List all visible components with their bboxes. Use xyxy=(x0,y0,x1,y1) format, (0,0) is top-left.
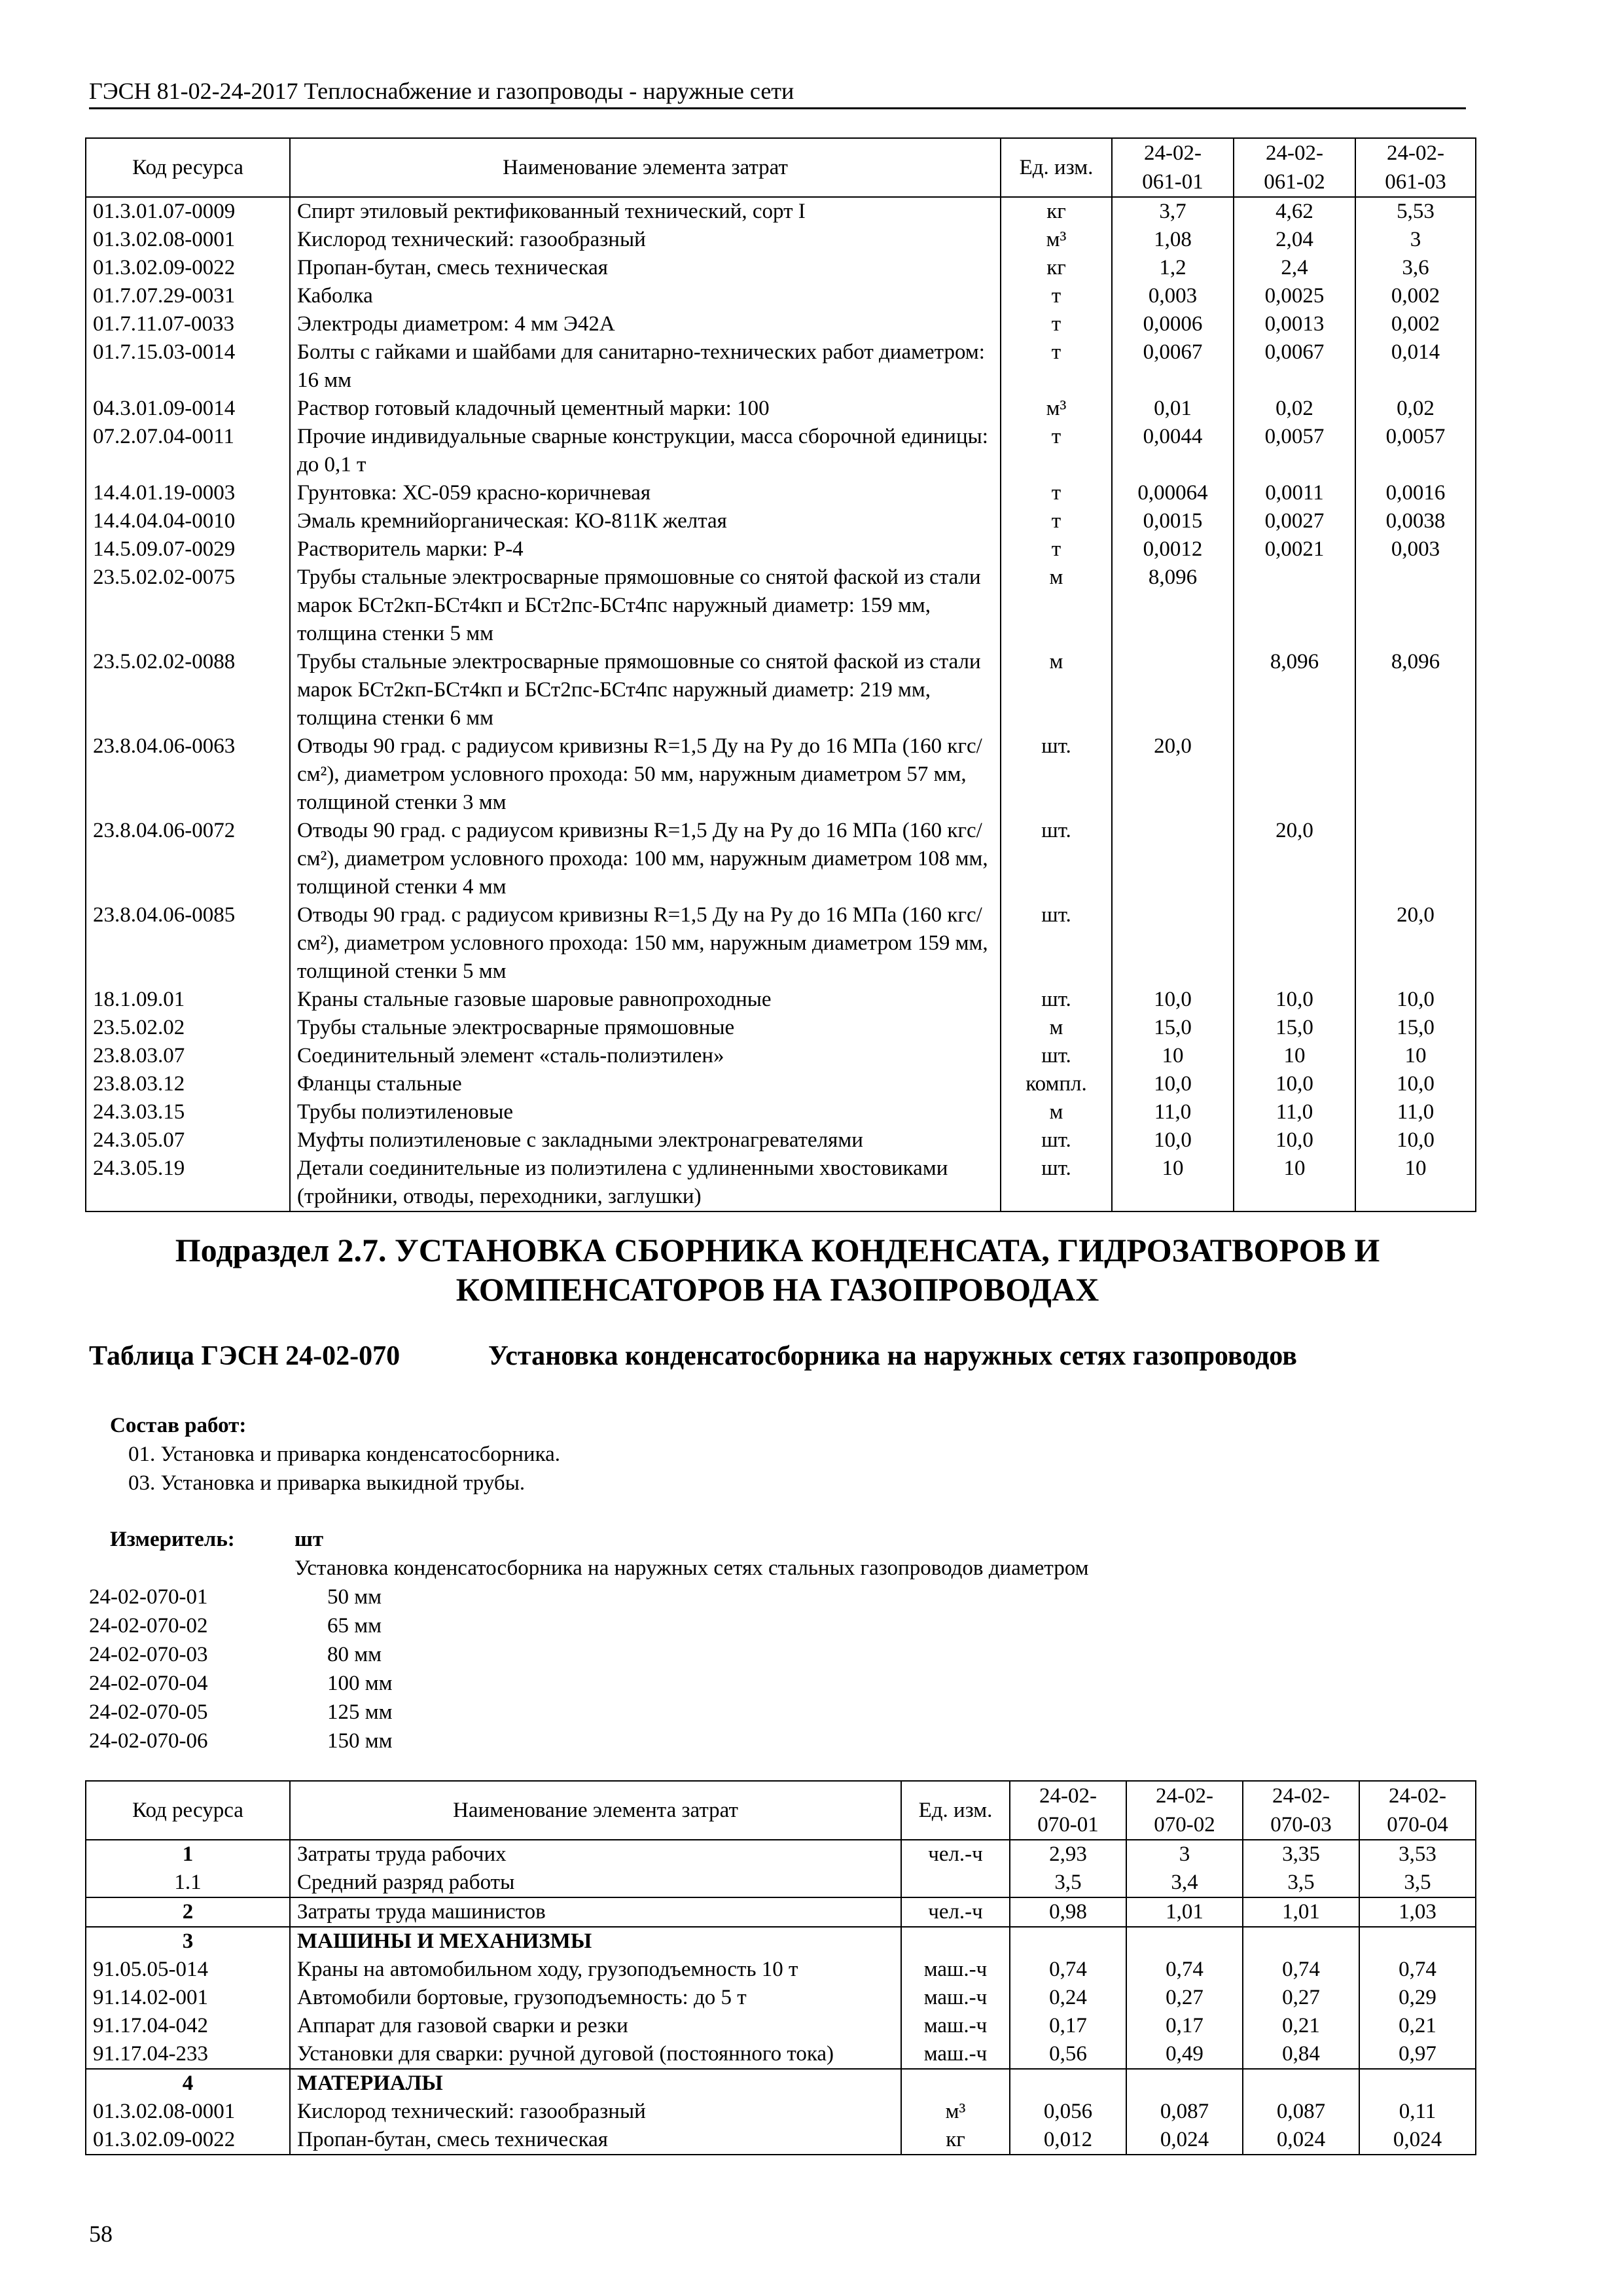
unit-cell: м³ xyxy=(901,2098,1010,2126)
cost-element-cell: Автомобили бортовые, грузоподъемность: до 5 т xyxy=(290,1984,901,2012)
column-header: Ед. изм. xyxy=(901,1781,1010,1840)
value-cell xyxy=(1355,564,1476,648)
table-row xyxy=(86,564,1476,648)
resource-code-cell: 23.5.02.02-0075 xyxy=(86,564,290,648)
value-cell: 15,0 xyxy=(1112,1014,1234,1042)
cost-element-cell: Трубы стальные электросварные прямошовные со снятой фаской из стали марок БСт2кп-БСт4кп и БСт2пс-БСт4пс наружный диаметр: 159 мм, толщина стенки 5 мм xyxy=(290,564,1001,648)
resource-code-cell: 3 xyxy=(86,1927,290,1956)
value-cell: 0,087 xyxy=(1126,2098,1243,2126)
table-row xyxy=(86,254,1476,282)
value-cell: 10 xyxy=(1234,1155,1355,1211)
value-cell: 0,003 xyxy=(1112,282,1234,310)
resource-code-cell: 23.8.04.06-0072 xyxy=(86,817,290,901)
resource-code-cell: 23.8.04.06-0085 xyxy=(86,901,290,986)
value-cell: 11,0 xyxy=(1234,1098,1355,1126)
resource-code-cell: 1.1 xyxy=(86,1869,290,1897)
value-cell xyxy=(1112,901,1234,986)
value-cell: 0,49 xyxy=(1126,2040,1243,2069)
table-row xyxy=(86,1927,1476,1956)
unit-cell xyxy=(901,2069,1010,2098)
column-header: Код ресурса xyxy=(86,138,290,197)
page-number: 58 xyxy=(89,2221,113,2247)
cost-element-cell: Спирт этиловый ректификованный технический, сорт I xyxy=(290,197,1001,226)
unit-cell: кг xyxy=(1001,197,1112,226)
value-cell: 2,4 xyxy=(1234,254,1355,282)
value-cell: 0,21 xyxy=(1243,2012,1359,2040)
value-cell: 10,0 xyxy=(1355,986,1476,1014)
value-cell: 0,0012 xyxy=(1112,535,1234,564)
column-header: 24-02- 070-04 xyxy=(1359,1781,1476,1840)
cost-element-cell: Краны на автомобильном ходу, грузоподъемность 10 т xyxy=(290,1956,901,1984)
cost-element-cell: Трубы стальные электросварные прямошовные со снятой фаской из стали марок БСт2кп-БСт4кп и БСт2пс-БСт4пс наружный диаметр: 219 мм, толщина стенки 6 мм xyxy=(290,648,1001,732)
unit-cell xyxy=(901,1927,1010,1956)
value-cell: 0,84 xyxy=(1243,2040,1359,2069)
table-row xyxy=(86,1984,1476,2012)
resource-code-cell: 01.3.02.08-0001 xyxy=(86,2098,290,2126)
unit-cell: компл. xyxy=(1001,1070,1112,1098)
subsection-title: Подраздел 2.7. УСТАНОВКА СБОРНИКА КОНДЕНСАТА, ГИДРОЗАТВОРОВ И КОМПЕНСАТОРОВ НА ГАЗОПРОВОДАХ xyxy=(175,1232,1380,1308)
value-cell: 10,0 xyxy=(1112,986,1234,1014)
unit-cell: шт. xyxy=(1001,732,1112,817)
resource-code-cell: 1 xyxy=(86,1840,290,1869)
resource-code-cell: 91.17.04-042 xyxy=(86,2012,290,2040)
value-cell: 0,002 xyxy=(1355,282,1476,310)
value-cell: 0,24 xyxy=(1010,1984,1126,2012)
unit-cell: маш.-ч xyxy=(901,1956,1010,1984)
value-cell: 0,0038 xyxy=(1355,507,1476,535)
value-cell: 0,012 xyxy=(1010,2126,1126,2155)
value-cell: 0,02 xyxy=(1355,395,1476,423)
value-cell: 0,0016 xyxy=(1355,479,1476,507)
value-cell: 0,0011 xyxy=(1234,479,1355,507)
resource-code-cell: 23.8.03.07 xyxy=(86,1042,290,1070)
table-row xyxy=(86,282,1476,310)
value-cell xyxy=(1112,817,1234,901)
table-row xyxy=(86,310,1476,338)
value-cell: 0,00064 xyxy=(1112,479,1234,507)
value-cell: 3,53 xyxy=(1359,1840,1476,1869)
cost-element-cell: Болты с гайками и шайбами для санитарно-технических работ диаметром: 16 мм xyxy=(290,338,1001,395)
value-cell: 0,27 xyxy=(1126,1984,1243,2012)
value-cell: 10,0 xyxy=(1234,1070,1355,1098)
table-row xyxy=(86,2069,1476,2098)
table-row xyxy=(86,535,1476,564)
value-cell: 0,024 xyxy=(1126,2126,1243,2155)
resource-code-cell: 2 xyxy=(86,1897,290,1927)
table-row xyxy=(86,2040,1476,2069)
value-cell: 0,003 xyxy=(1355,535,1476,564)
table-header-row xyxy=(86,1781,1476,1840)
value-cell: 10 xyxy=(1355,1042,1476,1070)
value-cell: 3,35 xyxy=(1243,1840,1359,1869)
resource-code-cell: 23.5.02.02-0088 xyxy=(86,648,290,732)
resource-table-061 xyxy=(85,137,1476,1212)
table-row xyxy=(86,1869,1476,1897)
value-cell: 0,29 xyxy=(1359,1984,1476,2012)
value-cell: 0,0057 xyxy=(1234,423,1355,479)
cost-element-cell: МАТЕРИАЛЫ xyxy=(290,2069,901,2098)
value-cell: 3 xyxy=(1126,1840,1243,1869)
value-cell: 0,0006 xyxy=(1112,310,1234,338)
value-cell: 5,53 xyxy=(1355,197,1476,226)
value-cell: 0,0025 xyxy=(1234,282,1355,310)
cost-element-cell: Пропан-бутан, смесь техническая xyxy=(290,254,1001,282)
value-cell: 20,0 xyxy=(1112,732,1234,817)
subitem-diameter: 100 мм xyxy=(327,1672,393,1695)
unit-cell: м xyxy=(1001,1098,1112,1126)
value-cell: 3,6 xyxy=(1355,254,1476,282)
value-cell xyxy=(1126,2069,1243,2098)
value-cell: 3,4 xyxy=(1126,1869,1243,1897)
unit-cell: шт. xyxy=(1001,1155,1112,1211)
value-cell: 0,024 xyxy=(1359,2126,1476,2155)
unit-cell: т xyxy=(1001,479,1112,507)
subitem-diameter: 150 мм xyxy=(327,1729,393,1753)
value-cell: 2,04 xyxy=(1234,226,1355,254)
cost-element-cell: Затраты труда рабочих xyxy=(290,1840,901,1869)
value-cell: 1,03 xyxy=(1359,1897,1476,1927)
column-header: 24-02- 061-03 xyxy=(1355,138,1476,197)
column-header: Наименование элемента затрат xyxy=(290,1781,901,1840)
value-cell: 10,0 xyxy=(1234,1126,1355,1155)
value-cell: 0,056 xyxy=(1010,2098,1126,2126)
value-cell: 0,0067 xyxy=(1112,338,1234,395)
value-cell: 1,2 xyxy=(1112,254,1234,282)
composition-item: 01. Установка и приварка конденсатосборника. xyxy=(128,1443,560,1466)
unit-cell: кг xyxy=(1001,254,1112,282)
subitem-code: 24-02-070-04 xyxy=(89,1672,208,1695)
value-cell: 0,014 xyxy=(1355,338,1476,395)
resource-code-cell: 24.3.05.07 xyxy=(86,1126,290,1155)
value-cell: 8,096 xyxy=(1234,648,1355,732)
value-cell: 0,0015 xyxy=(1112,507,1234,535)
cost-element-cell: Каболка xyxy=(290,282,1001,310)
subitem-diameter: 125 мм xyxy=(327,1700,393,1724)
cost-element-cell: Электроды диаметром: 4 мм Э42А xyxy=(290,310,1001,338)
subitem-diameter: 80 мм xyxy=(327,1643,382,1666)
value-cell: 0,98 xyxy=(1010,1897,1126,1927)
value-cell: 0,002 xyxy=(1355,310,1476,338)
cost-element-cell: Затраты труда машинистов xyxy=(290,1897,901,1927)
resource-code-cell: 91.14.02-001 xyxy=(86,1984,290,2012)
cost-element-cell: Раствор готовый кладочный цементный марки: 100 xyxy=(290,395,1001,423)
unit-cell: кг xyxy=(901,2126,1010,2155)
value-cell: 8,096 xyxy=(1112,564,1234,648)
value-cell: 0,97 xyxy=(1359,2040,1476,2069)
cost-element-cell: МАШИНЫ И МЕХАНИЗМЫ xyxy=(290,1927,901,1956)
resource-code-cell: 07.2.07.04-0011 xyxy=(86,423,290,479)
value-cell: 3,7 xyxy=(1112,197,1234,226)
unit-cell: т xyxy=(1001,310,1112,338)
cost-element-cell: Соединительный элемент «сталь-полиэтилен» xyxy=(290,1042,1001,1070)
table-row xyxy=(86,648,1476,732)
column-header: Код ресурса xyxy=(86,1781,290,1840)
table-row xyxy=(86,423,1476,479)
table-row xyxy=(86,1155,1476,1211)
cost-element-cell: Трубы полиэтиленовые xyxy=(290,1098,1001,1126)
resource-table-070 xyxy=(85,1780,1476,2155)
value-cell: 0,11 xyxy=(1359,2098,1476,2126)
value-cell: 20,0 xyxy=(1355,901,1476,986)
table-row xyxy=(86,479,1476,507)
unit-cell: м xyxy=(1001,648,1112,732)
column-header: Наименование элемента затрат xyxy=(290,138,1001,197)
table-row xyxy=(86,226,1476,254)
unit-cell: т xyxy=(1001,535,1112,564)
value-cell xyxy=(1010,2069,1126,2098)
resource-code-cell: 01.3.02.09-0022 xyxy=(86,254,290,282)
value-cell xyxy=(1355,817,1476,901)
value-cell xyxy=(1126,1927,1243,1956)
resource-code-cell: 4 xyxy=(86,2069,290,2098)
value-cell: 10,0 xyxy=(1234,986,1355,1014)
table-row xyxy=(86,1126,1476,1155)
value-cell: 0,17 xyxy=(1010,2012,1126,2040)
value-cell xyxy=(1243,2069,1359,2098)
column-header: 24-02- 061-01 xyxy=(1112,138,1234,197)
measure-unit: шт xyxy=(294,1528,324,1551)
resource-code-cell: 01.7.11.07-0033 xyxy=(86,310,290,338)
value-cell: 3,5 xyxy=(1243,1869,1359,1897)
value-cell: 0,17 xyxy=(1126,2012,1243,2040)
measure-description: Установка конденсатосборника на наружных сетях стальных газопроводов диаметром xyxy=(294,1556,1089,1580)
value-cell xyxy=(1243,1927,1359,1956)
table-row xyxy=(86,395,1476,423)
column-header: 24-02- 061-02 xyxy=(1234,138,1355,197)
composition-heading: Состав работ: xyxy=(110,1414,247,1437)
resource-code-cell: 01.7.15.03-0014 xyxy=(86,338,290,395)
table-row xyxy=(86,1014,1476,1042)
value-cell: 0,74 xyxy=(1359,1956,1476,1984)
resource-code-cell: 23.8.04.06-0063 xyxy=(86,732,290,817)
value-cell: 0,21 xyxy=(1359,2012,1476,2040)
resource-code-cell: 01.3.02.08-0001 xyxy=(86,226,290,254)
value-cell xyxy=(1234,732,1355,817)
value-cell xyxy=(1359,2069,1476,2098)
cost-element-cell: Краны стальные газовые шаровые равнопроходные xyxy=(290,986,1001,1014)
cost-element-cell: Кислород технический: газообразный xyxy=(290,226,1001,254)
resource-code-cell: 01.7.07.29-0031 xyxy=(86,282,290,310)
column-header: 24-02- 070-02 xyxy=(1126,1781,1243,1840)
subitem-code: 24-02-070-01 xyxy=(89,1585,208,1609)
cost-element-cell: Пропан-бутан, смесь техническая xyxy=(290,2126,901,2155)
value-cell: 0,024 xyxy=(1243,2126,1359,2155)
cost-element-cell: Средний разряд работы xyxy=(290,1869,901,1897)
cost-element-cell: Растворитель марки: Р-4 xyxy=(290,535,1001,564)
value-cell xyxy=(1234,901,1355,986)
unit-cell: м xyxy=(1001,1014,1112,1042)
value-cell: 0,27 xyxy=(1243,1984,1359,2012)
cost-element-cell: Муфты полиэтиленовые с закладными электронагревателями xyxy=(290,1126,1001,1155)
resource-code-cell: 18.1.09.01 xyxy=(86,986,290,1014)
value-cell: 0,0057 xyxy=(1355,423,1476,479)
unit-cell: м³ xyxy=(1001,395,1112,423)
value-cell: 0,0013 xyxy=(1234,310,1355,338)
unit-cell: шт. xyxy=(1001,817,1112,901)
table-row xyxy=(86,2126,1476,2155)
value-cell xyxy=(1359,1927,1476,1956)
value-cell xyxy=(1010,1927,1126,1956)
value-cell: 15,0 xyxy=(1355,1014,1476,1042)
value-cell xyxy=(1234,564,1355,648)
cost-element-cell: Отводы 90 град. с радиусом кривизны R=1,5 Ду на Ру до 16 МПа (160 кгс/см²), диаметром условного прохода: 150 мм, наружным диаметром 159 мм, толщиной стенки 5 мм xyxy=(290,901,1001,986)
value-cell: 0,74 xyxy=(1126,1956,1243,1984)
table-row xyxy=(86,1840,1476,1869)
unit-cell: шт. xyxy=(1001,901,1112,986)
resource-code-cell: 14.4.01.19-0003 xyxy=(86,479,290,507)
value-cell: 3 xyxy=(1355,226,1476,254)
cost-element-cell: Отводы 90 град. с радиусом кривизны R=1,5 Ду на Ру до 16 МПа (160 кгс/см²), диаметром условного прохода: 100 мм, наружным диаметром 108 мм, толщиной стенки 4 мм xyxy=(290,817,1001,901)
value-cell: 10,0 xyxy=(1112,1126,1234,1155)
value-cell: 10 xyxy=(1355,1155,1476,1211)
table-row xyxy=(86,338,1476,395)
table-header-row xyxy=(86,138,1476,197)
value-cell: 0,0027 xyxy=(1234,507,1355,535)
value-cell: 15,0 xyxy=(1234,1014,1355,1042)
value-cell: 3,5 xyxy=(1359,1869,1476,1897)
value-cell: 1,01 xyxy=(1243,1897,1359,1927)
cost-element-cell: Аппарат для газовой сварки и резки xyxy=(290,2012,901,2040)
value-cell: 2,93 xyxy=(1010,1840,1126,1869)
table-row xyxy=(86,197,1476,226)
resource-code-cell: 04.3.01.09-0014 xyxy=(86,395,290,423)
value-cell: 0,74 xyxy=(1010,1956,1126,1984)
value-cell: 10,0 xyxy=(1355,1126,1476,1155)
column-header: 24-02- 070-03 xyxy=(1243,1781,1359,1840)
value-cell: 10 xyxy=(1112,1042,1234,1070)
subitem-diameter: 50 мм xyxy=(327,1585,382,1609)
unit-cell: м xyxy=(1001,564,1112,648)
resource-code-cell: 14.5.09.07-0029 xyxy=(86,535,290,564)
unit-cell: чел.-ч xyxy=(901,1840,1010,1869)
subitem-code: 24-02-070-02 xyxy=(89,1614,208,1638)
value-cell: 8,096 xyxy=(1355,648,1476,732)
table-row xyxy=(86,2012,1476,2040)
value-cell: 0,01 xyxy=(1112,395,1234,423)
unit-cell: шт. xyxy=(1001,1042,1112,1070)
table-row xyxy=(86,1042,1476,1070)
unit-cell: чел.-ч xyxy=(901,1897,1010,1927)
resource-code-cell: 91.17.04-233 xyxy=(86,2040,290,2069)
value-cell xyxy=(1355,732,1476,817)
table-row xyxy=(86,2098,1476,2126)
column-header: 24-02- 070-01 xyxy=(1010,1781,1126,1840)
table-row xyxy=(86,901,1476,986)
value-cell: 20,0 xyxy=(1234,817,1355,901)
resource-code-cell: 14.4.04.04-0010 xyxy=(86,507,290,535)
cost-element-cell: Установки для сварки: ручной дуговой (постоянного тока) xyxy=(290,2040,901,2069)
resource-code-cell: 24.3.05.19 xyxy=(86,1155,290,1211)
cost-element-cell: Детали соединительные из полиэтилена с удлиненными хвостовиками (тройники, отводы, переходники, заглушки) xyxy=(290,1155,1001,1211)
subitem-code: 24-02-070-06 xyxy=(89,1729,208,1753)
value-cell: 0,02 xyxy=(1234,395,1355,423)
table-row xyxy=(86,986,1476,1014)
table-row xyxy=(86,1070,1476,1098)
subitem-code: 24-02-070-03 xyxy=(89,1643,208,1666)
table-row xyxy=(86,732,1476,817)
value-cell: 10 xyxy=(1112,1155,1234,1211)
value-cell: 0,74 xyxy=(1243,1956,1359,1984)
cost-element-cell: Трубы стальные электросварные прямошовные xyxy=(290,1014,1001,1042)
resource-code-cell: 23.8.03.12 xyxy=(86,1070,290,1098)
table-row xyxy=(86,507,1476,535)
subitem-diameter: 65 мм xyxy=(327,1614,382,1638)
unit-cell: т xyxy=(1001,282,1112,310)
value-cell: 0,0021 xyxy=(1234,535,1355,564)
cost-element-cell: Фланцы стальные xyxy=(290,1070,1001,1098)
unit-cell: м³ xyxy=(1001,226,1112,254)
value-cell: 0,087 xyxy=(1243,2098,1359,2126)
value-cell: 0,0044 xyxy=(1112,423,1234,479)
unit-cell xyxy=(901,1869,1010,1897)
value-cell: 11,0 xyxy=(1112,1098,1234,1126)
cost-element-cell: Прочие индивидуальные сварные конструкции, масса сборочной единицы: до 0,1 т xyxy=(290,423,1001,479)
resource-code-cell: 23.5.02.02 xyxy=(86,1014,290,1042)
cost-element-cell: Кислород технический: газообразный xyxy=(290,2098,901,2126)
unit-cell: т xyxy=(1001,423,1112,479)
unit-cell: т xyxy=(1001,507,1112,535)
unit-cell: маш.-ч xyxy=(901,2040,1010,2069)
value-cell: 4,62 xyxy=(1234,197,1355,226)
cost-element-cell: Грунтовка: ХС-059 красно-коричневая xyxy=(290,479,1001,507)
value-cell: 1,08 xyxy=(1112,226,1234,254)
resource-code-cell: 01.3.02.09-0022 xyxy=(86,2126,290,2155)
cost-element-cell: Эмаль кремнийорганическая: КО-811К желтая xyxy=(290,507,1001,535)
resource-code-cell: 01.3.01.07-0009 xyxy=(86,197,290,226)
table-row xyxy=(86,817,1476,901)
unit-cell: т xyxy=(1001,338,1112,395)
value-cell: 1,01 xyxy=(1126,1897,1243,1927)
value-cell: 10 xyxy=(1234,1042,1355,1070)
value-cell: 10,0 xyxy=(1355,1070,1476,1098)
value-cell: 3,5 xyxy=(1010,1869,1126,1897)
table-row xyxy=(86,1956,1476,1984)
column-header: Ед. изм. xyxy=(1001,138,1112,197)
unit-cell: маш.-ч xyxy=(901,2012,1010,2040)
value-cell: 11,0 xyxy=(1355,1098,1476,1126)
value-cell: 10,0 xyxy=(1112,1070,1234,1098)
value-cell: 0,56 xyxy=(1010,2040,1126,2069)
subitem-code: 24-02-070-05 xyxy=(89,1700,208,1724)
table-row xyxy=(86,1897,1476,1927)
table-row xyxy=(86,1098,1476,1126)
unit-cell: маш.-ч xyxy=(901,1984,1010,2012)
unit-cell: шт. xyxy=(1001,1126,1112,1155)
table-name: Установка конденсатосборника на наружных сетях газопроводов xyxy=(488,1341,1297,1371)
table-code: Таблица ГЭСН 24-02-070 xyxy=(89,1341,401,1371)
header-rule xyxy=(89,107,1466,109)
resource-code-cell: 24.3.03.15 xyxy=(86,1098,290,1126)
value-cell xyxy=(1112,648,1234,732)
value-cell: 0,0067 xyxy=(1234,338,1355,395)
resource-code-cell: 91.05.05-014 xyxy=(86,1956,290,1984)
measure-label: Измеритель: xyxy=(110,1528,235,1551)
composition-item: 03. Установка и приварка выкидной трубы. xyxy=(128,1471,526,1495)
cost-element-cell: Отводы 90 град. с радиусом кривизны R=1,5 Ду на Ру до 16 МПа (160 кгс/см²), диаметром условного прохода: 50 мм, наружным диаметром 57 мм, толщиной стенки 3 мм xyxy=(290,732,1001,817)
running-header: ГЭСН 81-02-24-2017 Теплоснабжение и газопроводы - наружные сети xyxy=(89,78,794,104)
unit-cell: шт. xyxy=(1001,986,1112,1014)
